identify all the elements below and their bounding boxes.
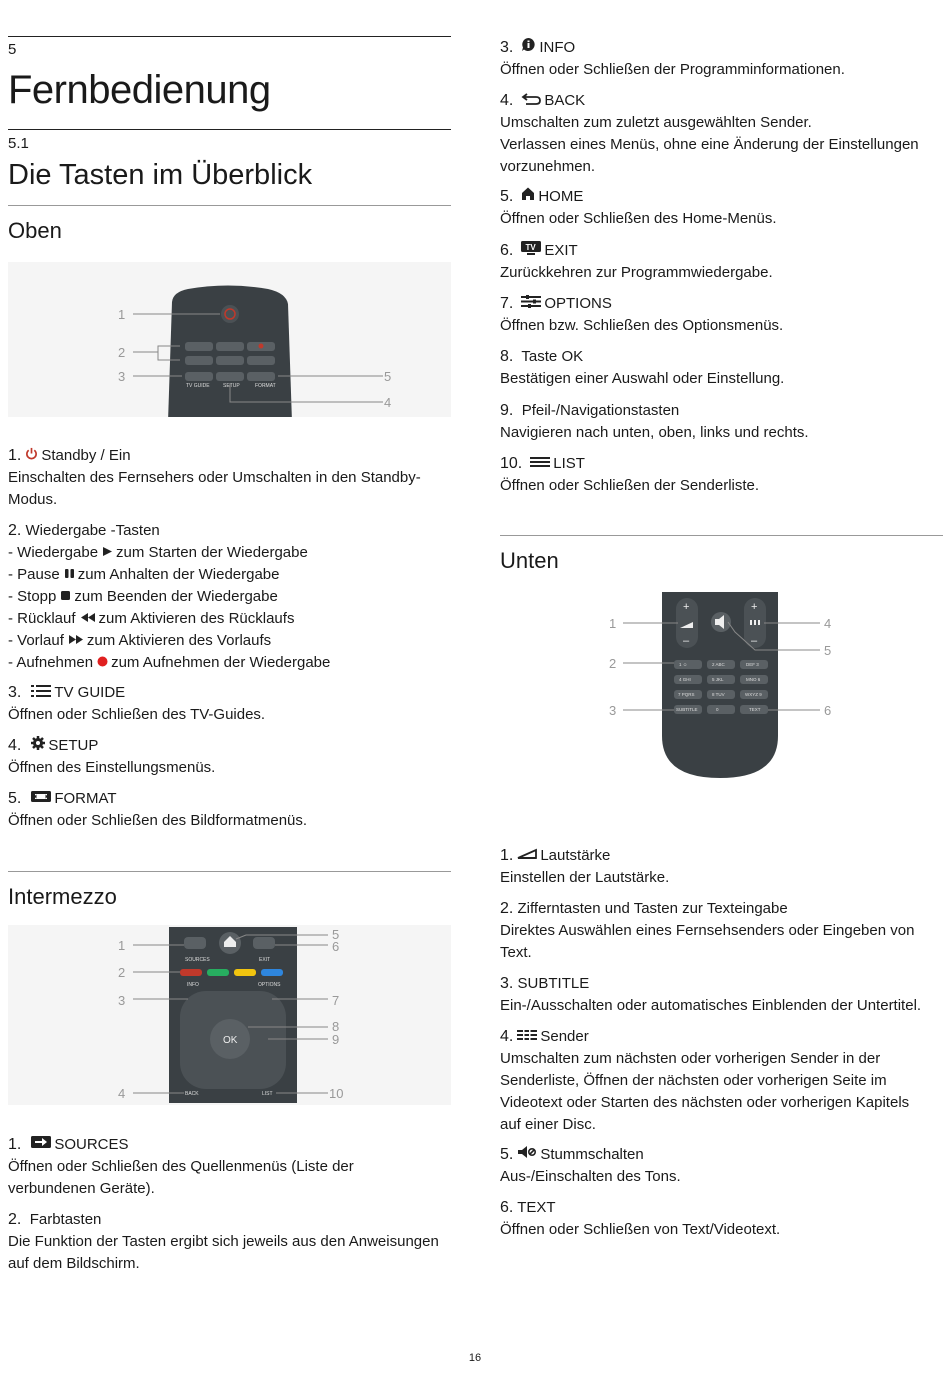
item-number: 1. bbox=[8, 447, 22, 464]
callout-3: 3 bbox=[118, 369, 126, 384]
svg-text:TV: TV bbox=[525, 243, 537, 253]
svg-text:+: + bbox=[683, 601, 690, 613]
intermezzo-item-5 bbox=[500, 186, 943, 230]
item-title: Standby / Ein bbox=[41, 447, 131, 464]
item-desc: Direktes Auswählen eines Fernsehsenders oder Eingeben von bbox=[500, 922, 915, 939]
remote-middle-illustration bbox=[8, 925, 451, 1105]
fig-label-ok: OK bbox=[223, 1035, 238, 1046]
fig-label-format: FORMAT bbox=[255, 383, 276, 389]
unten-item-4 bbox=[500, 1026, 943, 1136]
unten-item-5 bbox=[500, 1144, 943, 1188]
item-desc: Umschalten zum nächsten oder vorherigen Sender in der bbox=[500, 1050, 881, 1068]
callout-6: 6 bbox=[824, 703, 832, 718]
chapter-title: Fernbedienung bbox=[8, 68, 271, 112]
callout-7: 7 bbox=[332, 993, 340, 1008]
svg-text:5 JKL: 5 JKL bbox=[712, 677, 724, 682]
remote-middle-figure bbox=[8, 925, 451, 1105]
intermezzo-item-7 bbox=[500, 293, 943, 337]
item-number: 2. bbox=[500, 900, 514, 917]
subheading-unten: Unten bbox=[500, 548, 559, 573]
item-desc: Öffnen oder Schließen von Text/Videotext. bbox=[500, 1221, 781, 1238]
svg-text:MNO 6: MNO 6 bbox=[746, 677, 761, 682]
item-title: Farbtasten bbox=[29, 1211, 102, 1228]
item-desc: Öffnen oder Schließen der Programminformationen. bbox=[500, 61, 845, 79]
callout-4: 4 bbox=[384, 395, 392, 410]
list-item: - Aufnehmen zum Aufnehmen der Wiedergabe bbox=[8, 652, 451, 674]
item-desc: auf einer Disc. bbox=[500, 1116, 596, 1134]
chapter-bottom-rule bbox=[8, 129, 451, 130]
callout-1: 1 bbox=[118, 938, 126, 953]
item-title: OK bbox=[561, 348, 584, 365]
callout-2: 2 bbox=[609, 656, 617, 671]
page-number: 16 bbox=[468, 1352, 482, 1364]
unten-item-6 bbox=[500, 1197, 943, 1241]
fig-label-exit: EXIT bbox=[259, 957, 271, 963]
intermezzo-item-10 bbox=[500, 453, 943, 497]
item-desc: Öffnen oder Schließen des Quellenmenüs (Liste der bbox=[8, 1158, 354, 1176]
item-number: 6. bbox=[500, 1199, 514, 1216]
item-number: 6. bbox=[500, 242, 514, 259]
callout-6: 6 bbox=[332, 939, 340, 954]
fig-label-sources: SOURCES bbox=[185, 957, 210, 963]
intermezzo-item-9 bbox=[500, 400, 943, 444]
item-title: SETUP bbox=[48, 737, 99, 754]
intermezzo-item-4 bbox=[500, 90, 943, 178]
oben-item-3 bbox=[8, 682, 451, 726]
pause-icon bbox=[64, 564, 75, 586]
item-number: 4. bbox=[500, 92, 514, 109]
svg-text:+: + bbox=[751, 601, 758, 613]
unten-item-3 bbox=[500, 973, 943, 1017]
gear-icon bbox=[31, 735, 45, 757]
item-desc: auf dem Bildschirm. bbox=[8, 1255, 140, 1272]
back-icon bbox=[521, 90, 541, 112]
item-desc: Zurückkehren zur Programmwiedergabe. bbox=[500, 264, 773, 282]
item-desc: Modus. bbox=[8, 491, 58, 509]
item-number: 4. bbox=[500, 1028, 514, 1045]
record-icon bbox=[97, 652, 108, 674]
svg-text:WXYZ 9: WXYZ 9 bbox=[745, 692, 762, 697]
unten-rule bbox=[500, 535, 943, 536]
item-desc: Aus-/Einschalten des Tons. bbox=[500, 1168, 681, 1186]
tv-guide-icon bbox=[31, 682, 51, 704]
item-title: SOURCES bbox=[54, 1136, 129, 1153]
item-desc: Die Funktion der Tasten ergibt sich jeweils aus den Anweisungen bbox=[8, 1233, 439, 1250]
section-rule bbox=[8, 205, 451, 206]
fig-label-list: LIST bbox=[262, 1091, 273, 1097]
item-title-suffix: -Tasten bbox=[106, 522, 160, 539]
item-desc: Öffnen oder Schließen des TV-Guides. bbox=[8, 706, 266, 724]
item-title: Stummschalten bbox=[540, 1146, 644, 1163]
item-title: LIST bbox=[553, 455, 585, 472]
callout-5: 5 bbox=[384, 369, 392, 384]
svg-text:8 TUV: 8 TUV bbox=[712, 692, 725, 697]
item-desc: Öffnen oder Schließen der Senderliste. bbox=[500, 477, 760, 495]
svg-text:TEXT: TEXT bbox=[749, 707, 761, 712]
list-item: - Stopp zum Beenden der Wiedergabe bbox=[8, 586, 451, 608]
callout-8: 8 bbox=[332, 1019, 340, 1034]
item-desc: Videotext oder Starten des nächsten oder vorherigen Kapitels bbox=[500, 1094, 910, 1112]
item-title: TV GUIDE bbox=[54, 684, 126, 701]
item-number: 2. bbox=[8, 522, 22, 539]
remote-top-illustration bbox=[8, 262, 451, 417]
info-icon bbox=[521, 37, 536, 59]
svg-text:DEF 3: DEF 3 bbox=[746, 662, 759, 667]
item-desc: Bestätigen einer Auswahl oder Einstellung. bbox=[500, 370, 785, 387]
fig-label-options: OPTIONS bbox=[258, 982, 281, 988]
callout-5: 5 bbox=[824, 643, 832, 658]
svg-text:SUBTITLE: SUBTITLE bbox=[676, 707, 698, 712]
subheading-intermezzo: Intermezzo bbox=[8, 884, 117, 909]
item-desc: Verlassen eines Menüs, ohne eine Änderung der Einstellungen bbox=[500, 136, 919, 154]
item-title: Pfeil-/Navigationstasten bbox=[521, 402, 680, 419]
item-desc: Ein-/Ausschalten oder automatisches Einblenden der Untertitel. bbox=[500, 997, 922, 1014]
fig-label-setup: SETUP bbox=[223, 383, 240, 389]
remote-bottom-illustration bbox=[500, 586, 943, 801]
rewind-icon bbox=[80, 608, 96, 630]
item-title: Sender bbox=[540, 1028, 589, 1045]
options-icon bbox=[521, 293, 541, 315]
stop-icon bbox=[60, 586, 71, 608]
list-item: - Vorlauf zum Aktivieren des Vorlaufs bbox=[8, 630, 451, 652]
svg-text:0: 0 bbox=[716, 707, 719, 712]
item-desc: vorzunehmen. bbox=[500, 158, 596, 176]
power-icon bbox=[25, 445, 38, 467]
item-title: BACK bbox=[544, 92, 586, 109]
chapter-number: 5 bbox=[8, 41, 17, 58]
callout-4: 4 bbox=[824, 616, 832, 631]
item-desc: Öffnen oder Schließen des Bildformatmenüs. bbox=[8, 812, 308, 830]
callout-4: 4 bbox=[118, 1086, 126, 1101]
callout-5: 5 bbox=[332, 927, 340, 942]
section-title: Die Tasten im Überblick bbox=[8, 159, 313, 191]
exit-tv-icon bbox=[521, 240, 541, 262]
list-item: - Rücklauf zum Aktivieren des Rücklaufs bbox=[8, 608, 451, 630]
section-number: 5.1 bbox=[8, 135, 29, 152]
svg-text:–: – bbox=[683, 635, 690, 647]
item-title-pre: Taste bbox=[521, 348, 562, 365]
item-title: Wiedergabe bbox=[25, 522, 107, 539]
svg-text:4 GHI: 4 GHI bbox=[679, 677, 691, 682]
volume-icon bbox=[517, 845, 537, 867]
item-number: 3. bbox=[500, 39, 514, 56]
item-desc: Öffnen oder Schließen des Home-Menüs. bbox=[500, 210, 777, 228]
intermezzo-item-6 bbox=[500, 240, 943, 284]
fast-forward-icon bbox=[68, 630, 84, 652]
item-title: HOME bbox=[538, 188, 584, 205]
item-title-2: Tasten zur Texteingabe bbox=[633, 900, 788, 917]
svg-text:–: – bbox=[751, 635, 758, 647]
item-desc: Einstellen der Lautstärke. bbox=[500, 869, 670, 887]
item-desc: Umschalten zum zuletzt ausgewählten Sender. bbox=[500, 114, 812, 132]
item-title: Lautstärke bbox=[540, 847, 611, 864]
list-icon bbox=[530, 453, 550, 475]
item-number: 9. bbox=[500, 402, 514, 419]
remote-top-figure bbox=[8, 262, 451, 417]
intermezzo-item-1 bbox=[8, 1134, 451, 1200]
item-desc: Öffnen bzw. Schließen des Optionsmenüs. bbox=[500, 317, 784, 335]
item-number: 5. bbox=[500, 188, 514, 205]
sources-icon bbox=[31, 1134, 51, 1156]
callout-1: 1 bbox=[118, 307, 126, 322]
intermezzo-item-3 bbox=[500, 37, 943, 81]
format-icon bbox=[31, 788, 51, 810]
item-number: 5. bbox=[500, 1146, 514, 1163]
item-desc: Einschalten des Fernsehers oder Umschalten in den Standby- bbox=[8, 469, 421, 487]
item-title: Zifferntasten bbox=[517, 900, 601, 917]
intermezzo-item-2 bbox=[8, 1209, 451, 1275]
svg-text:1 ☺: 1 ☺ bbox=[679, 662, 688, 667]
item-number: 7. bbox=[500, 295, 514, 312]
item-desc: Navigieren nach unten, oben, links und rechts. bbox=[500, 424, 809, 441]
item-number: 3. bbox=[8, 684, 22, 701]
item-title: SUBTITLE bbox=[517, 975, 590, 992]
item-title-mid: und bbox=[600, 900, 634, 917]
callout-2: 2 bbox=[118, 345, 126, 360]
list-item: - Wiedergabe zum Starten der Wiedergabe bbox=[8, 542, 451, 564]
item-desc: Text. bbox=[500, 944, 532, 961]
item-number: 4. bbox=[8, 737, 22, 754]
callout-3: 3 bbox=[118, 993, 126, 1008]
item-number: 8. bbox=[500, 348, 514, 365]
intermezzo-item-8 bbox=[500, 346, 943, 390]
home-icon bbox=[521, 186, 535, 208]
item-number: 10. bbox=[500, 455, 523, 472]
item-number: 3. bbox=[500, 975, 514, 992]
callout-10: 10 bbox=[329, 1086, 344, 1101]
item-number: 1. bbox=[500, 847, 514, 864]
item-title: OPTIONS bbox=[544, 295, 612, 312]
item-number: 1. bbox=[8, 1136, 22, 1153]
oben-item-2 bbox=[8, 520, 451, 674]
item-title: TEXT bbox=[517, 1199, 556, 1216]
fig-label-tvguide: TV GUIDE bbox=[186, 383, 210, 389]
callout-2: 2 bbox=[118, 965, 126, 980]
item-desc: verbundenen Geräte). bbox=[8, 1180, 155, 1198]
subheading-oben: Oben bbox=[8, 218, 62, 243]
unten-item-2 bbox=[500, 898, 943, 964]
item-desc: Senderliste, Öffnen der nächsten oder vorherigen Seite im bbox=[500, 1072, 887, 1090]
callout-9: 9 bbox=[332, 1032, 340, 1047]
svg-text:7 PQRS: 7 PQRS bbox=[678, 692, 695, 697]
channel-icon bbox=[517, 1026, 537, 1048]
unten-item-1 bbox=[500, 845, 943, 889]
item-number: 5. bbox=[8, 790, 22, 807]
list-item: - Pause zum Anhalten der Wiedergabe bbox=[8, 564, 451, 586]
oben-item-5 bbox=[8, 788, 451, 832]
callout-1: 1 bbox=[609, 616, 617, 631]
item-number: 2. bbox=[8, 1211, 22, 1228]
item-title: INFO bbox=[539, 39, 576, 56]
item-desc: Öffnen des Einstellungsmenüs. bbox=[8, 759, 216, 777]
callout-3: 3 bbox=[609, 703, 617, 718]
intermezzo-rule bbox=[8, 871, 451, 872]
remote-bottom-figure bbox=[500, 586, 943, 801]
oben-item-4 bbox=[8, 735, 451, 779]
play-icon bbox=[102, 542, 113, 564]
mute-icon bbox=[517, 1144, 537, 1166]
fig-label-back: BACK bbox=[185, 1091, 199, 1097]
item-title: EXIT bbox=[544, 242, 578, 259]
svg-text:2 ABC: 2 ABC bbox=[712, 662, 725, 667]
item-title: FORMAT bbox=[54, 790, 117, 807]
oben-item-1 bbox=[8, 445, 451, 511]
chapter-top-rule bbox=[8, 36, 451, 37]
fig-label-info: INFO bbox=[187, 982, 199, 988]
